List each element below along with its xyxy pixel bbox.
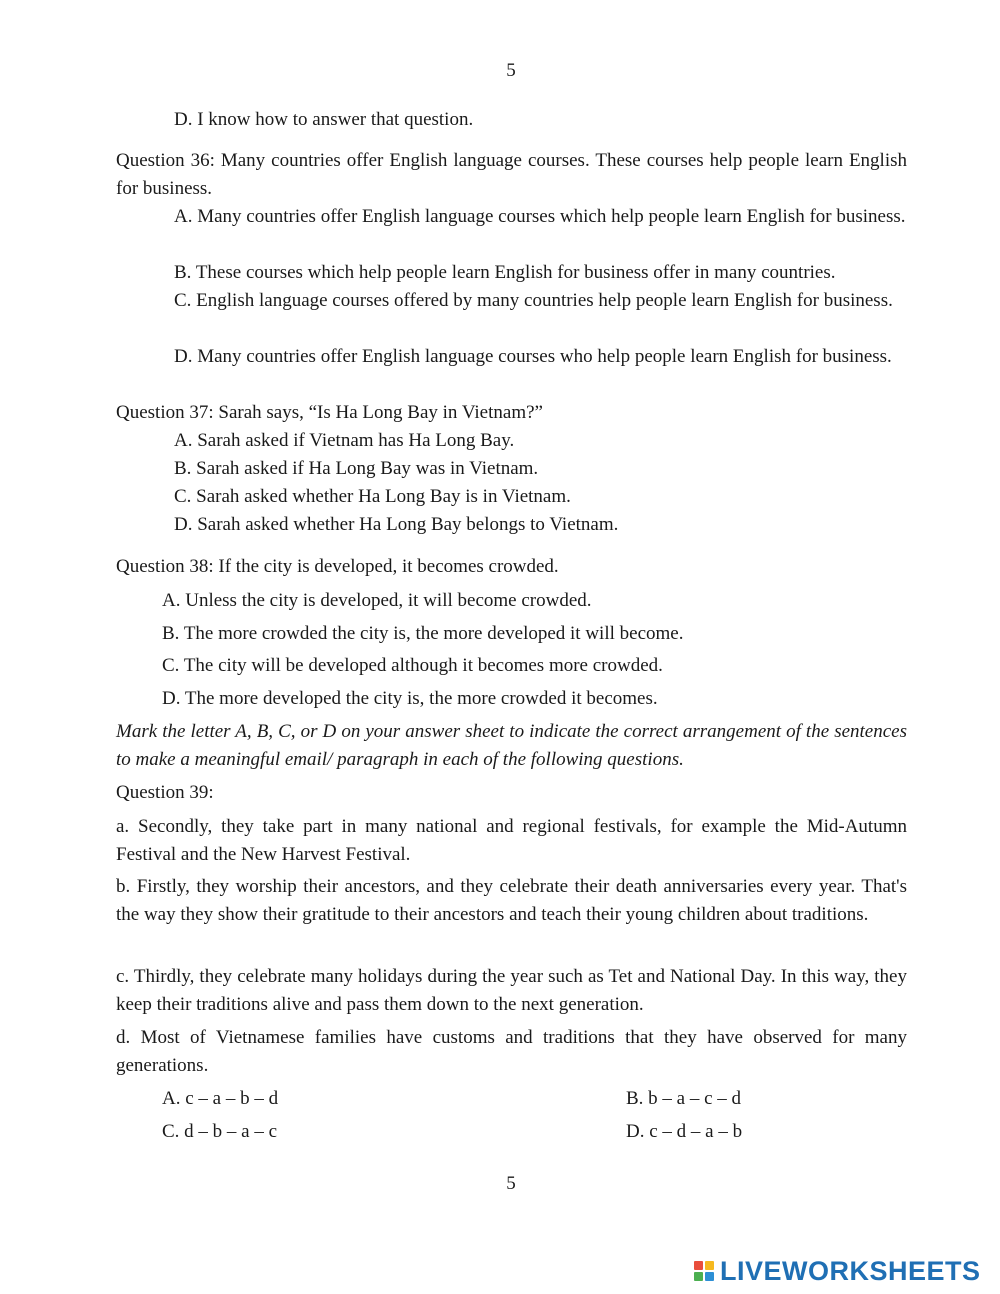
q38-option-c: C. The city will be developed although it becomes more crowded. <box>162 655 663 676</box>
q38-option-a: A. Unless the city is developed, it will become crowded. <box>162 590 592 611</box>
q36-option-d: D. Many countries offer English language courses who help people learn English for business. <box>174 346 892 367</box>
page-number-bottom: 5 <box>506 1173 516 1194</box>
q39-sentence-d: d. Most of Vietnamese families have customs and traditions that they have observed for many generations. <box>116 1027 907 1076</box>
page-number-top: 5 <box>506 60 516 81</box>
q39-option-d: D. c – d – a – b <box>626 1121 743 1142</box>
q39-stem: Question 39: <box>116 782 214 803</box>
q37-option-d: D. Sarah asked whether Ha Long Bay belongs to Vietnam. <box>174 514 619 535</box>
q39-option-c: C. d – b – a – c <box>162 1121 278 1142</box>
q36-option-b: B. These courses which help people learn English for business offer in many countries. <box>174 262 836 283</box>
logo-grid-icon <box>694 1261 714 1281</box>
q38-stem: Question 38: If the city is developed, it becomes crowded. <box>116 556 559 577</box>
logo-text: LIVEWORKSHEETS <box>720 1255 981 1286</box>
q39-sentence-a: a. Secondly, they take part in many national and regional festivals, for example the Mid-Autumn Festival and the New Harvest Festival. <box>116 816 907 865</box>
liveworksheets-logo <box>694 1256 981 1286</box>
q38-option-b: B. The more crowded the city is, the more developed it will become. <box>162 623 684 644</box>
q37-option-c: C. Sarah asked whether Ha Long Bay is in Vietnam. <box>174 486 571 507</box>
logo-square-green <box>694 1272 703 1281</box>
q36-stem: Question 36: Many countries offer English language courses. These courses help people learn English for business. <box>116 150 907 199</box>
q36-option-c: C. English language courses offered by many countries help people learn English for business. <box>174 290 893 311</box>
q39-option-a: A. c – a – b – d <box>162 1088 279 1109</box>
q35-option-d: D. I know how to answer that question. <box>174 109 474 130</box>
q39-option-b: B. b – a – c – d <box>626 1088 742 1109</box>
q37-option-b: B. Sarah asked if Ha Long Bay was in Vietnam. <box>174 458 539 479</box>
q38-option-d: D. The more developed the city is, the more crowded it becomes. <box>162 688 658 709</box>
logo-square-blue <box>705 1272 714 1281</box>
q37-stem: Question 37: Sarah says, “Is Ha Long Bay in Vietnam?” <box>116 402 543 423</box>
q37-option-a: A. Sarah asked if Vietnam has Ha Long Bay. <box>174 430 515 451</box>
q39-sentence-c: c. Thirdly, they celebrate many holidays during the year such as Tet and National Day. In this way, they keep their traditions alive and pass them down to the next generation. <box>116 966 907 1015</box>
logo-square-red <box>694 1261 703 1270</box>
q39-sentence-b: b. Firstly, they worship their ancestors, and they celebrate their death anniversaries every year. That's the way they show their gratitude to their ancestors and teach their young children about traditions. <box>116 876 907 925</box>
q36-option-a: A. Many countries offer English language courses which help people learn English for business. <box>174 206 906 227</box>
section-instruction: Mark the letter A, B, C, or D on your answer sheet to indicate the correct arrangement of the sentences to make a meaningful email/ paragraph in each of the following questions. <box>116 721 907 770</box>
logo-square-yellow <box>705 1261 714 1270</box>
